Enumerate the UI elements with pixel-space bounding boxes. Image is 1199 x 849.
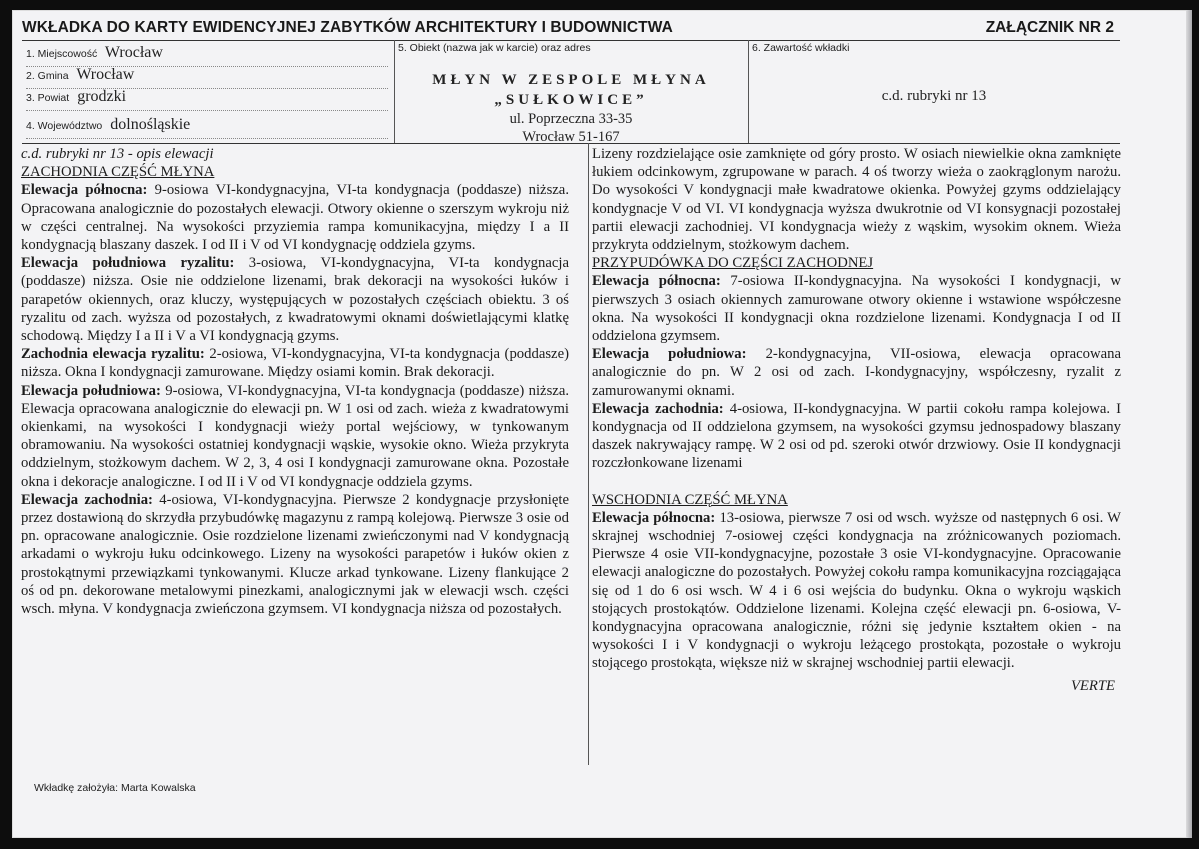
field-label: 3. Powiat: [26, 92, 70, 104]
contents-value: c.d. rubryki nr 13: [881, 88, 987, 104]
paragraph-text: 13-osiowa, pierwsze 7 osi od wsch. wyższe od następnych 6 osi. W skrajnej wschodniej 7-osiowej części kondygnacja na zróżnicowanych poziomach. Pierwsze 4 osie VII-kondygnacyjne, pozostałe 3 osie VI-kondygnacyjne. Opracowanie elewacji analogiczne do pozostałych. Powyżej cokołu rampa komunikacyjna rozciągająca się od 1 do 6 osi wsch. W 4 i 6 osi wejścia do budynku. Okna o wykroju wąskich stojących prostokątów. Oddzielone lizenami. Kolejna część elewacji pn. 6-osiowa, V-kondygnacyjna opracowana analogicznie, różni się jedynie kształtem okien - na wysokości I i V kondygnacji o wykroju leżącego prostokąta, pozostałe o wykroju stojącego prostokąta, większe niż w skrajnej wschodniej partii elewacji.: [592, 509, 1121, 672]
object-name-line2: „SUŁKOWICE”: [494, 92, 648, 108]
paragraph: [21, 491, 569, 618]
location-fields: [22, 40, 395, 143]
field-label: 2. Gmina: [26, 70, 69, 82]
paragraph-text: 3-osiowa, VI-kondygnacyjna, VI-ta kondygnacja (poddasze) niższa. Osie nie oddzielone lizenami, brak dekoracji na wysokości łuków i parapetów okiennych, oraz kluczy, występujących w pozostałych częściach obiektu. 3 oś ryzalitu od zach. wyższa od pozostałych, z kwadratowymi oknami doświetlającymi klatkę schodową. Między I a II i V a VI kondygnacją gzyms.: [21, 255, 569, 345]
contents-label: 6. Zawartość wkładki: [752, 42, 850, 54]
paragraph-title: Elewacja zachodnia:: [592, 400, 724, 417]
paragraph: [592, 400, 1121, 473]
paragraph: [21, 254, 569, 345]
right-column: [588, 143, 1121, 765]
paragraph: [592, 345, 1121, 400]
object-name-line1: MŁYN W ZESPOLE MŁYNA: [432, 72, 710, 88]
paragraph-text: 7-osiowa II-kondygnacyjna. Na wysokości I kondygnacji, w pierwszych 3 osiach okiennych zamurowane otwory okienne i wstawione współczesne okna. Na wysokości II kondygnacji okna rozdzielone lizenami. Kondygnacja I od II oddzielona gzymsem.: [592, 273, 1121, 345]
section-heading-east: WSCHODNIA CZĘŚĆ MŁYNA: [592, 491, 788, 508]
paragraph-title: Elewacja południowa ryzalitu:: [21, 255, 235, 272]
field-value: dolnośląskie: [110, 116, 191, 133]
intro-note: c.d. rubryki nr 13 - opis elewacji: [21, 146, 214, 162]
field-gmina: [26, 66, 388, 89]
object-box: [394, 40, 749, 143]
field-value: Wrocław: [104, 44, 163, 61]
author-credit: Wkładkę założyła: Marta Kowalska: [34, 782, 196, 794]
continuation-paragraph: Lizeny rozdzielające osie zamknięte od góry prosto. W osiach niewielkie okna zamknięte łukiem odcinkowym, zgrupowane w parach. 4 oś tworzy wieża o zaokrąglonym narożu. Do wysokości V kondygnacji małe kwadratowe okienka. Powyżej gzyms oddzielający kondygnacje V od VI. VI kondygnacja wyższa dwukrotnie od VI konsygnacji pozostałej partii elewacji zachodniej. VI kondygnacja wieży z wąskim, wysokim oknem. Wieża przykryta oddzielnym, stożkowym dachem.: [592, 146, 1121, 254]
object-label: 5. Obiekt (nazwa jak w karcie) oraz adres: [398, 42, 591, 54]
field-powiat: [26, 88, 388, 111]
paragraph-title: Elewacja południowa:: [21, 382, 161, 399]
paragraph-title: Elewacja zachodnia:: [21, 491, 153, 508]
field-miejscowosc: [26, 44, 388, 67]
paragraph-text: 2-osiowa, VI-kondygnacyjna, VI-ta kondygnacja (poddasze) niższa. Okna I kondygnacji zamurowane. Między osiami komin. Brak dekoracji.: [21, 346, 569, 381]
field-value: grodzki: [77, 88, 127, 105]
paragraph: [21, 345, 569, 381]
document-title-row: [22, 18, 1120, 41]
paragraph-text: 4-osiowa, VI-kondygnacyjna. Pierwsze 2 kondygnacje przysłonięte przez dostawioną do skrzydła przybudówkę magazynu z rampą kolejową. Pierwsze 3 osie od pn. opracowane analogicznie. Osie rozdzielone lizenami zwieńczonymi nad V kondygnacją arkadami o wykroju łuku odcinkowego. Lizeny na wysokości parapetów i łuków okien z prostokątnymi przewiązkami tynkowanymi. Klucze arkad tynkowane. Lizeny flankujące 2 oś od pn. dekorowane metalowymi pinezkami, analogicznymi jak w elewacji wsch. części wsch. młyna. V kondygnacja zwieńczona gzymsem. VI kondygnacja niższa od pozostałych.: [21, 491, 569, 618]
paragraph-title: Elewacja południowa:: [592, 346, 747, 363]
field-label: 1. Miejscowość: [26, 48, 98, 60]
object-city: Wrocław 51-167: [522, 129, 620, 145]
paragraph-title: Elewacja północna:: [592, 273, 721, 290]
field-label: 4. Województwo: [26, 120, 103, 132]
page-edge: [1186, 10, 1192, 838]
verte-note: VERTE: [1070, 677, 1115, 694]
paragraph-text: 4-osiowa, II-kondygnacyjna. W partii cokołu rampa kolejowa. I kondygnacja od II oddzielona gzymsem, na wysokości gzymsu jednospadowy blaszany daszek nakrywający rampę. W 2 osi od pd. szeroki otwór drzwiowy. Osie II kondygnacji rozczłonkowane lizenami: [592, 400, 1121, 472]
section-heading-west: ZACHODNIA CZĘŚĆ MŁYNA: [21, 164, 215, 181]
document-title: WKŁADKA DO KARTY EWIDENCYJNEJ ZABYTKÓW ARCHITEKTURY I BUDOWNICTWA: [22, 19, 673, 36]
paragraph: [21, 382, 569, 491]
paragraph-text: 9-osiowa, VI-kondygnacyjna, VI-ta kondygnacja (poddasze) niższa. Elewacja opracowana analogicznie do elewacji pn. W 1 osi od zach. wieża z kwadratowymi okienkami, na wysokości I kondygnacji wieży portal wejściowy, w tynkowanym obramowaniu. Na wysokości ostatniej kondygnacji wąskie, wysokie okno. Wieża przykryta oddzielnym, stożkowym dachem. W 2, 3, 4 osi I kondygnacji zamurowane okna. Pozostałe okna i dekoracje analogiczne. I od II i V od VI kondygnacje oddziela gzyms.: [21, 382, 570, 490]
paragraph-text: 9-osiowa VI-kondygnacyjna, VI-ta kondygnacja (poddasze) niższa. Opracowana analogicznie do pozostałych elewacji. Otwory okienne o szerszym wykroju niż w części centralnej. Na wysokości przyziemia rampa komunikacyjna, między I a II kondygnacją blaszany daszek. I od II i V od VI kondygnację oddziela gzyms.: [21, 182, 569, 254]
paragraph-title: Elewacja północna:: [21, 182, 148, 199]
spacer: [592, 473, 1121, 491]
paragraph-title: Zachodnia elewacja ryzalitu:: [21, 346, 205, 363]
field-wojewodztwo: [26, 112, 388, 139]
left-column: [21, 145, 569, 618]
paragraph: [592, 272, 1121, 345]
contents-box: [748, 40, 1120, 143]
field-value: Wrocław: [76, 66, 135, 83]
object-street: ul. Poprzeczna 33-35: [509, 111, 633, 127]
paragraph: [21, 181, 569, 254]
paragraph-title: Elewacja północna:: [592, 509, 716, 526]
paragraph: [592, 509, 1121, 673]
attachment-label: ZAŁĄCZNIK NR 2: [985, 19, 1114, 36]
section-heading-annex: PRZYPUDÓWKA DO CZĘŚCI ZACHODNEJ: [592, 255, 874, 272]
paragraph-text: 2-kondygnacyjna, VII-osiowa, elewacja opracowana analogicznie do pn. W 2 osi od zach. I-kondygnacyjny, współczesny, ryzalit z zamurowanymi oknami.: [592, 346, 1122, 399]
